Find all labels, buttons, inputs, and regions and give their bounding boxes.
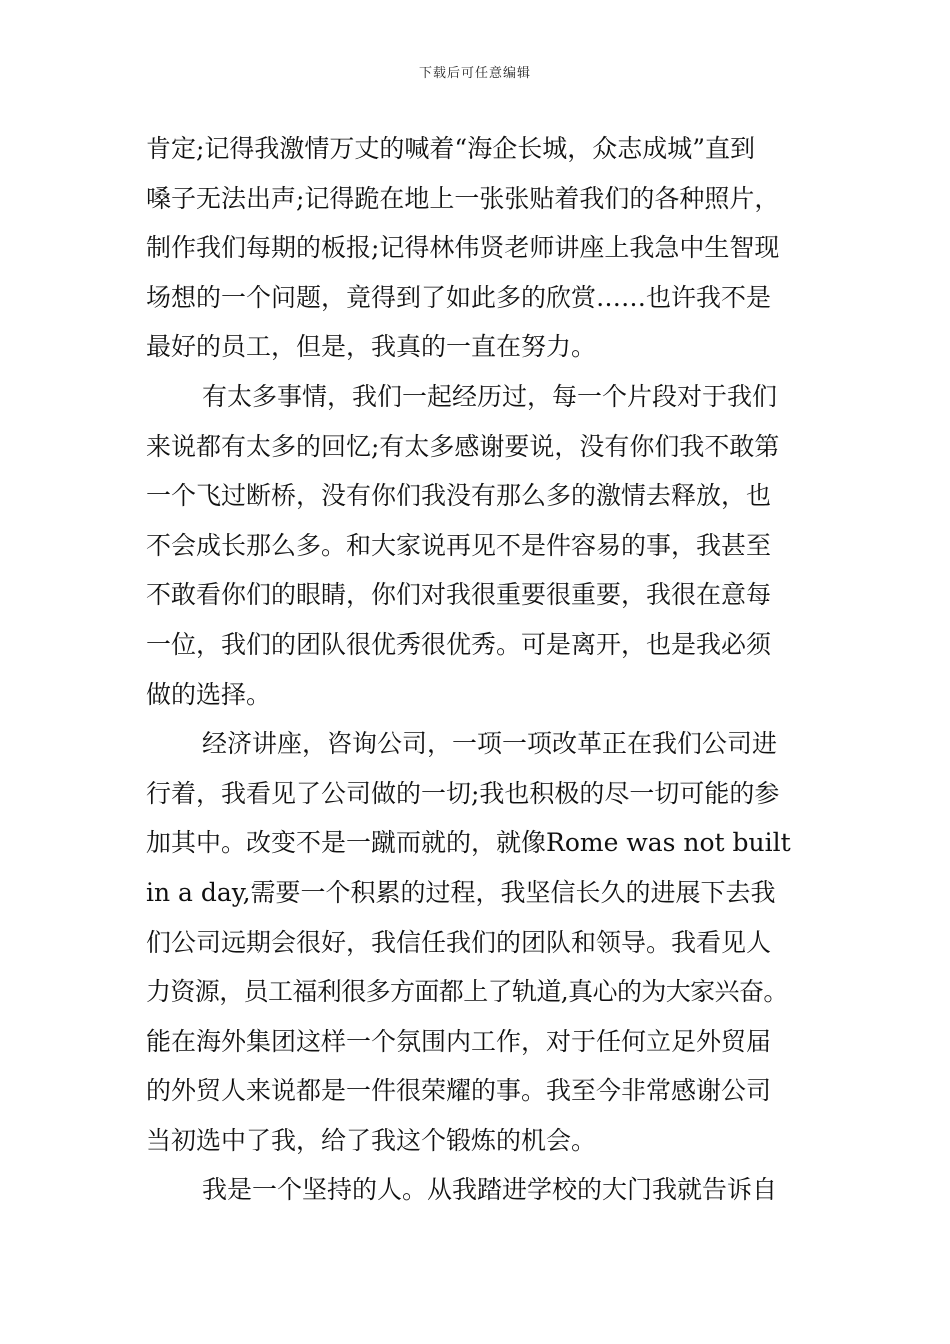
text-line: 的外贸人来说都是一件很荣耀的事。我至今非常感谢公司 <box>146 1076 772 1106</box>
text-line: 不会成长那么多。和大家说再见不是件容易的事，我甚至 <box>146 530 772 560</box>
text-line: 力资源，员工福利很多方面都上了轨道,真心的为大家兴奋。 <box>146 977 788 1007</box>
paragraph-start-line: 经济讲座，咨询公司，一项一项改革正在我们公司进 <box>202 729 778 759</box>
paragraph-start-line: 我是一个坚持的人。从我踏进学校的大门我就告诉自 <box>202 1175 778 1205</box>
text-line: 做的选择。 <box>146 679 272 709</box>
text-line: 行着，我看见了公司做的一切;我也积极的尽一切可能的参 <box>146 778 780 808</box>
text-line: 最好的员工，但是，我真的一直在努力。 <box>146 332 597 362</box>
text-line: 能在海外集团这样一个氛围内工作，对于任何立足外贸届 <box>146 1026 772 1056</box>
text-line: 一位，我们的团队很优秀很优秀。可是离开，也是我必须 <box>146 629 772 659</box>
text-line: 加其中。改变不是一蹴而就的，就像Rome was not built <box>146 828 791 858</box>
text-line: 不敢看你们的眼睛，你们对我很重要很重要，我很在意每 <box>146 580 772 610</box>
document-body <box>146 124 814 1215</box>
text-line: 们公司远期会很好，我信任我们的团队和领导。我看见人 <box>146 927 772 957</box>
text-line: 来说都有太多的回忆;有太多感谢要说，没有你们我不敢第 <box>146 431 780 461</box>
text-line: 一个飞过断桥，没有你们我没有那么多的激情去释放，也 <box>146 481 772 511</box>
text-line: 制作我们每期的板报;记得林伟贤老师讲座上我急中生智现 <box>146 233 780 263</box>
text-line: 场想的一个问题，竟得到了如此多的欣赏……也许我不是 <box>146 282 772 312</box>
paragraph-start-line: 有太多事情，我们一起经历过，每一个片段对于我们 <box>202 381 778 411</box>
page-header: 下载后可任意编辑 <box>418 66 531 81</box>
text-line: 肯定;记得我激情万丈的喊着“海企长城，众志成城”直到 <box>146 134 755 163</box>
text-line: 嗓子无法出声;记得跪在地上一张张贴着我们的各种照片， <box>146 183 780 213</box>
text-line: in a day,需要一个积累的过程，我坚信长久的进展下去我 <box>146 877 776 907</box>
text-line: 当初选中了我，给了我这个锻炼的机会。 <box>146 1125 597 1155</box>
